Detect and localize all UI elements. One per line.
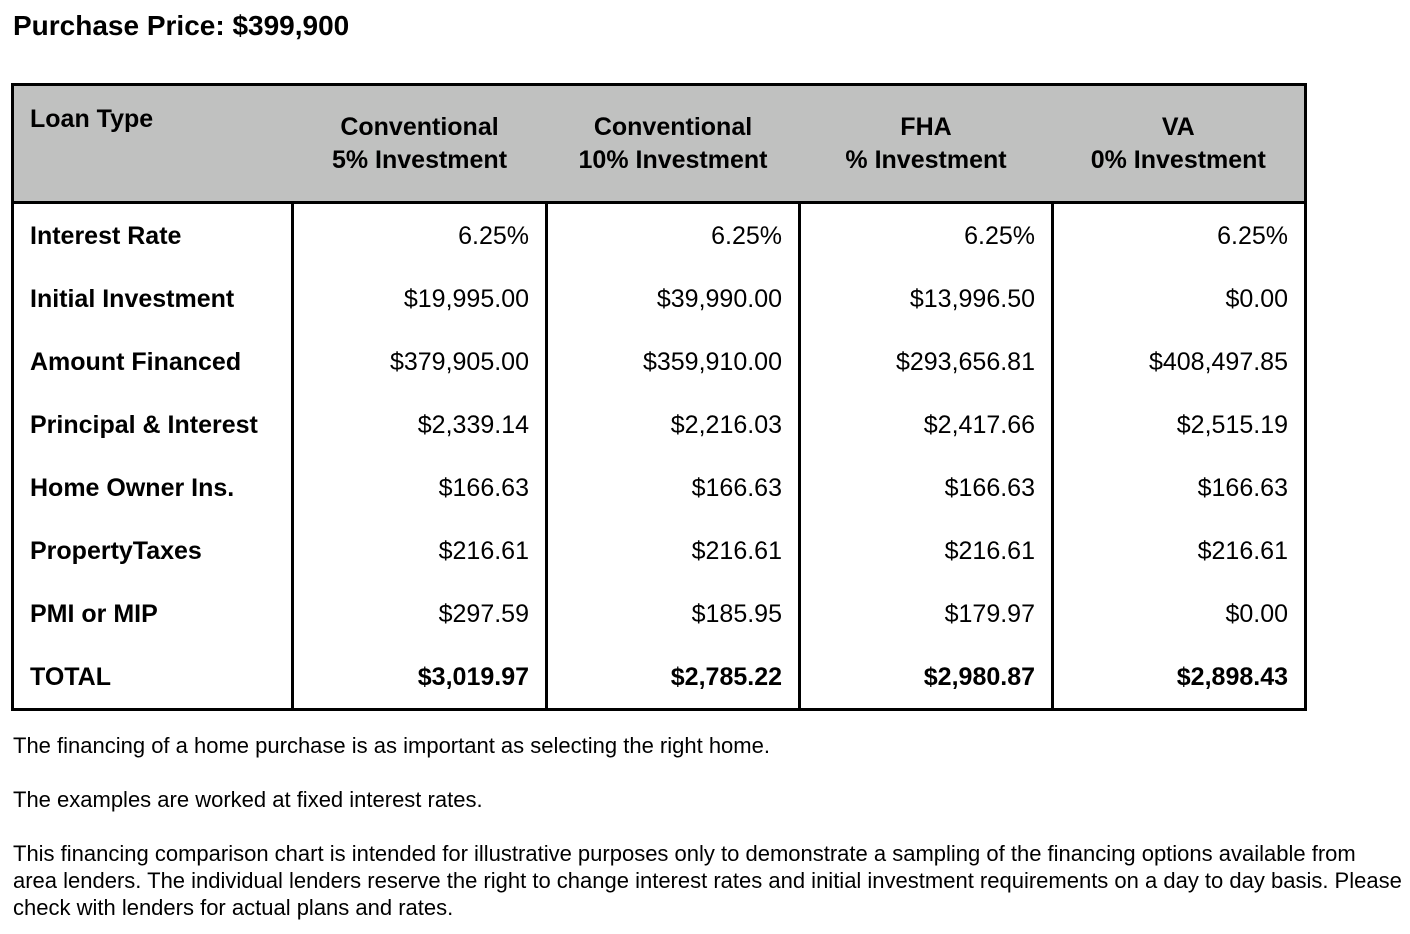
cell-value: $0.00 <box>1225 599 1288 628</box>
row-label: Amount Financed <box>13 330 293 393</box>
cell-value: $13,996.50 <box>800 267 1053 330</box>
note-paragraph: This financing comparison chart is intended for illustrative purposes only to demonstrate a sampling of the financing options available from area lenders. The individual lenders reserve the right to change interest rates and initial investment requirements on a day to day basis. Please check with lenders for actual plans and rates. <box>13 841 1402 920</box>
cell-value: $2,515.19 <box>1176 410 1288 439</box>
row-label: Home Owner Ins. <box>13 456 293 519</box>
cell-value: 6.25% <box>547 203 800 268</box>
cell-value: $359,910.00 <box>547 330 800 393</box>
header-fha <box>800 85 1053 203</box>
table-row <box>13 267 1306 330</box>
table-row <box>13 456 1306 519</box>
cell-value: $166.63 <box>800 456 1053 519</box>
cell-value: $293,656.81 <box>800 330 1053 393</box>
table-row-total <box>13 645 1306 710</box>
cell-value: $216.61 <box>293 519 547 582</box>
cell-value: $3,019.97 <box>293 645 547 710</box>
header-line1: VA <box>1161 112 1195 141</box>
cell-value: 6.25% <box>293 203 547 268</box>
row-label: Interest Rate <box>13 203 293 268</box>
table-header-row <box>13 85 1306 203</box>
header-line2: 5% Investment <box>331 145 508 174</box>
note-paragraph: The financing of a home purchase is as important as selecting the right home. <box>13 733 770 758</box>
cell-value: $2,216.03 <box>547 393 800 456</box>
cell-value: $408,497.85 <box>1148 347 1288 376</box>
cell-value: $39,990.00 <box>547 267 800 330</box>
cell-value: $379,905.00 <box>293 330 547 393</box>
cell-value: $2,898.43 <box>1176 662 1288 691</box>
cell-value: 6.25% <box>800 203 1053 268</box>
row-label: Principal & Interest <box>13 393 293 456</box>
table-row <box>13 519 1306 582</box>
header-va <box>1053 85 1306 203</box>
cell-value: $2,339.14 <box>293 393 547 456</box>
row-label: Initial Investment <box>13 267 293 330</box>
table-row <box>13 582 1306 645</box>
cell-value: $2,417.66 <box>800 393 1053 456</box>
header-line2: % Investment <box>845 145 1007 174</box>
table-row <box>13 330 1306 393</box>
header-line1: Conventional <box>340 112 499 141</box>
cell-value: $166.63 <box>547 456 800 519</box>
header-line2: 0% Investment <box>1090 145 1266 174</box>
cell-value: $179.97 <box>800 582 1053 645</box>
header-line1: Conventional <box>593 112 753 141</box>
cell-value: $19,995.00 <box>293 267 547 330</box>
header-conventional-5 <box>293 85 547 203</box>
cell-value: $166.63 <box>1197 473 1288 502</box>
cell-value: $185.95 <box>547 582 800 645</box>
cell-value: $0.00 <box>1225 284 1288 313</box>
cell-value: $216.61 <box>547 519 800 582</box>
header-conventional-10 <box>547 85 800 203</box>
page-title: Purchase Price: $399,900 <box>13 10 350 41</box>
cell-value: $216.61 <box>1197 536 1288 565</box>
cell-value: $2,980.87 <box>800 645 1053 710</box>
cell-value: $166.63 <box>293 456 547 519</box>
header-line2: 10% Investment <box>578 145 768 174</box>
disclaimer-notes <box>13 732 1403 921</box>
row-label: PMI or MIP <box>13 582 293 645</box>
header-line1: FHA <box>900 112 952 141</box>
row-label: PropertyTaxes <box>13 519 293 582</box>
loan-comparison-table <box>11 83 1307 711</box>
note-paragraph: The examples are worked at fixed interest rates. <box>13 787 483 812</box>
cell-value: $297.59 <box>293 582 547 645</box>
row-label: TOTAL <box>13 645 293 710</box>
cell-value: $216.61 <box>800 519 1053 582</box>
table-row <box>13 393 1306 456</box>
cell-value: 6.25% <box>1217 221 1288 250</box>
table-row <box>13 203 1306 268</box>
cell-value: $2,785.22 <box>547 645 800 710</box>
header-loan-type: Loan Type <box>13 85 293 203</box>
